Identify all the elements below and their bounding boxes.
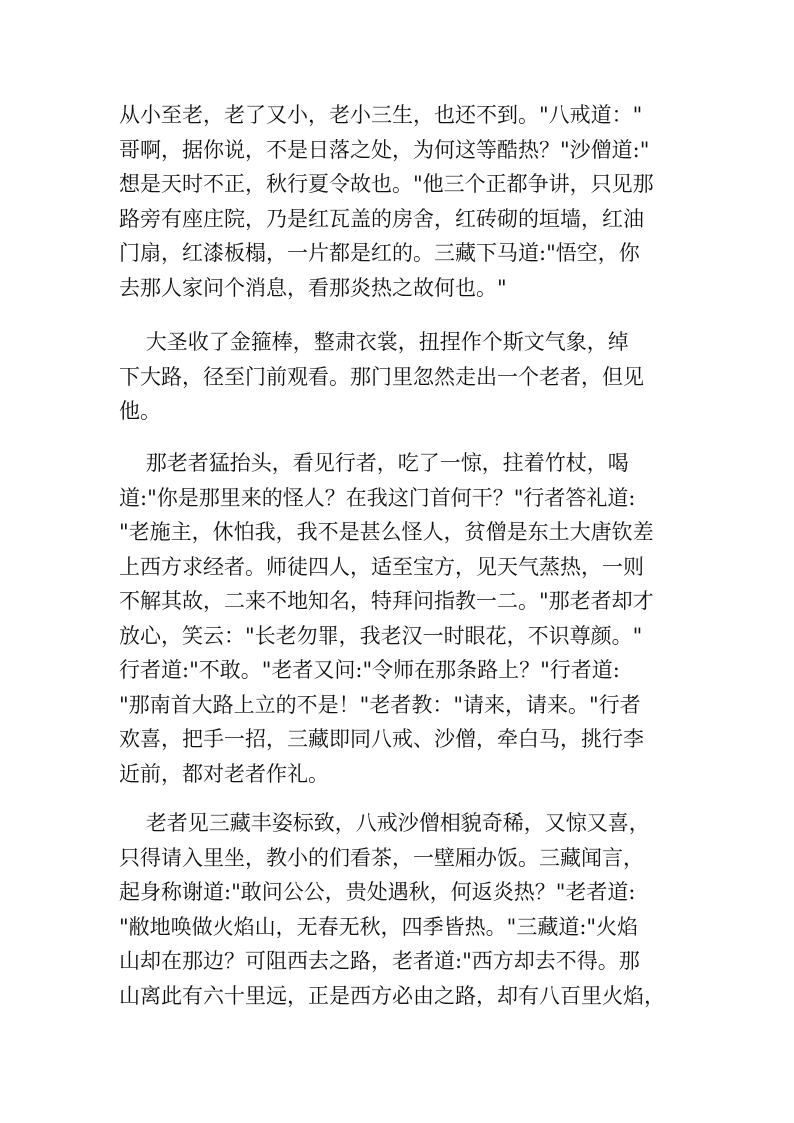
text-line: 行者道:"不敢。"老者又问:"令师在那条路上？"行者道: xyxy=(119,658,620,682)
paragraph xyxy=(119,325,679,429)
text-line: 放心，笑云："长老勿罪，我老汉一时眼花，不识尊颜。" xyxy=(119,623,643,648)
text-line: 去那人家问个消息，看那炎热之故何也。" xyxy=(119,275,507,300)
text-line: 近前，都对老者作礼。 xyxy=(119,761,329,786)
text-line: 不解其故，二来不地知名，特拜问指教一二。"那老者却才 xyxy=(119,589,654,613)
text-line: "敝地唤做火焰山，无春无秋，四季皆热。"三藏道:"火焰 xyxy=(119,914,639,939)
text-line: 老者见三藏丰姿标致，八戒沙僧相貌奇稀，又惊又喜， xyxy=(119,811,650,835)
text-line: 山却在那边？可阻西去之路，老者道:"西方却去不得。那 xyxy=(119,949,640,973)
text-line: 欢喜，把手一招，三藏即同八戒、沙僧，牵白马，挑行李 xyxy=(119,727,644,751)
text-line: 起身称谢道:"敢问公公，贵处遇秋，何返炎热？"老者道: xyxy=(119,880,636,904)
text-line: 大圣收了金箍棒，整肃衣裳，扭捏作个斯文气象，绰 xyxy=(119,330,629,354)
paragraph xyxy=(119,446,679,791)
text-line: 哥啊，据你说，不是日落之处，为何这等酷热？"沙僧道:" xyxy=(119,137,650,162)
text-line: 只得请入里坐，教小的们看茶，一壁厢办饭。三藏闻言， xyxy=(119,845,644,870)
text-line: 下大路，径至门前观看。那门里忽然走出一个老者，但见 xyxy=(119,364,644,389)
paragraph xyxy=(119,98,679,305)
text-line: "老施主，休怕我，我不是甚么怪人，贫僧是东土大唐钦差 xyxy=(119,520,654,544)
text-line: 他。 xyxy=(119,399,161,423)
text-line: 路旁有座庄院，乃是红瓦盖的房舍，红砖砌的垣墙，红油 xyxy=(119,206,644,231)
text-line: 门扇，红漆板榻，一片都是红的。三藏下马道:"悟空，你 xyxy=(119,241,640,265)
text-line: 道:"你是那里来的怪人？在我这门首何干？"行者答礼道: xyxy=(119,485,636,510)
text-line: "那南首大路上立的不是！"老者教："请来，请来。"行者 xyxy=(119,692,641,717)
text-line: 想是天时不正，秋行夏令故也。"他三个正都争讲，只见那 xyxy=(119,172,654,196)
text-line: 上西方求经者。师徒四人，适至宝方，见天气蒸热，一则 xyxy=(119,554,644,579)
text-line: 山离此有六十里远，正是西方必由之路，却有八百里火焰， xyxy=(119,983,665,1008)
text-line: 那老者猛抬头，看见行者，吃了一惊，拄着竹杖，喝 xyxy=(119,451,629,475)
text-line: 从小至老，老了又小，老小三生，也还不到。"八戒道：" xyxy=(119,103,643,127)
paragraph xyxy=(119,806,679,1013)
